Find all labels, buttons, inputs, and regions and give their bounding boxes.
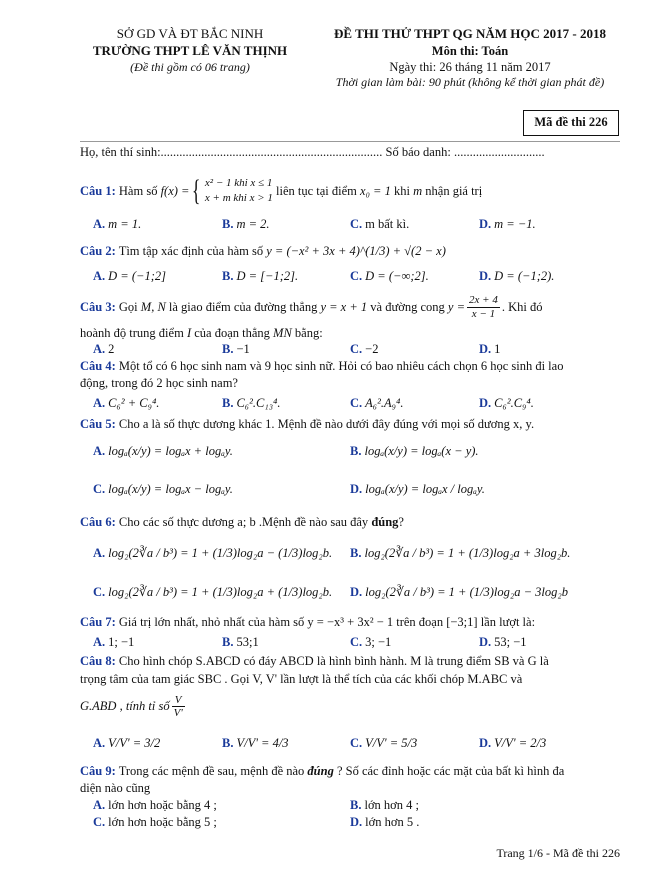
option-6a[interactable]: A. log₂(2∛a / b³) = 1 + (1/3)log₂a − (1/3)log₂b. xyxy=(93,546,333,560)
question-7: Câu 7: Giá trị lớn nhất, nhỏ nhất của hàm số y = −x³ + 3x² − 1 trên đoạn [−3;1] lần lượt là: xyxy=(80,615,536,629)
option-6b[interactable]: B. log₂(2∛a / b³) = 1 + (1/3)log₂a + 3log₂b. xyxy=(350,546,571,560)
option-2d[interactable]: D. D = (−1;2). xyxy=(479,269,555,283)
option-4b[interactable]: B. C₆².C₁₃⁴. xyxy=(222,396,281,410)
department-name: SỞ GD VÀ ĐT BẮC NINH xyxy=(116,26,264,41)
option-3a[interactable]: A. 2 xyxy=(93,342,115,356)
student-info-line: Họ, tên thí sinh:....................................................................... Số báo danh: ............................. xyxy=(80,145,545,159)
option-7a[interactable]: A. 1; −1 xyxy=(93,635,135,649)
page-footer: Trang 1/6 - Mã đề thi 226 xyxy=(496,846,620,860)
question-9-cont: diện nào cũng xyxy=(80,781,151,795)
question-3-cont: hoành độ trung điểm I của đoạn thẳng MN bằng: xyxy=(80,326,323,340)
question-1: Câu 1: Hàm số f(x) = { x² − 1 khi x ≤ 1 x + m khi x > 1 liên tục tại điểm x₀ = 1 khi m nhận giá trị xyxy=(80,174,483,207)
option-9d[interactable]: D. lớn hơn 5 . xyxy=(350,815,420,829)
option-9b[interactable]: B. lớn hơn 4 ; xyxy=(350,798,420,812)
option-6c[interactable]: C. log₂(2∛a / b³) = 1 + (1/3)log₂a + (1/3)log₂b. xyxy=(93,585,333,599)
option-4d[interactable]: D. C₆².C₉⁴. xyxy=(479,396,534,410)
question-3: Câu 3: Gọi M, N là giao điểm của đường thẳng y = x + 1 và đường cong y = $\frac{2x + 4}{x - 1}$ . Khi đó xyxy=(80,294,543,320)
option-4a[interactable]: A. C₆² + C₉⁴. xyxy=(93,396,160,410)
option-8b[interactable]: B. V/V' = 4/3 xyxy=(222,736,289,750)
exam-code-box: Mã đề thi 226 xyxy=(523,110,619,136)
option-2b[interactable]: B. D = [−1;2]. xyxy=(222,269,299,283)
question-8-cont-2: G.ABD , tính tỉ số $\frac{V}{V'}$ xyxy=(80,694,183,720)
option-9c[interactable]: C. lớn hơn hoặc bằng 5 ; xyxy=(93,815,217,829)
option-1c[interactable]: C. m bất kì. xyxy=(350,217,410,231)
question-2: Câu 2: Tìm tập xác định của hàm số y = (−x² + 3x + 4)^(1/3) + √(2 − x) xyxy=(80,244,446,258)
exam-header xyxy=(300,26,640,91)
question-4-cont: động, trong đó 2 học sinh nam? xyxy=(80,376,238,390)
option-1b[interactable]: B. m = 2. xyxy=(222,217,270,231)
option-9a[interactable]: A. lớn hơn hoặc bằng 4 ; xyxy=(93,798,217,812)
option-6d[interactable]: D. log₂(2∛a / b³) = 1 + (1/3)log₂a − 3log₂b xyxy=(350,585,568,599)
question-8-cont-1: trọng tâm của tam giác SBC . Gọi V, V' lần lượt là thể tích của các khối chóp M.ABC và xyxy=(80,672,523,686)
subject: Môn thi: Toán xyxy=(431,43,509,58)
exam-date: Ngày thi: 26 tháng 11 năm 2017 xyxy=(389,60,551,75)
option-5a[interactable]: A. logₐ(x/y) = logₐx + logₐy. xyxy=(93,444,233,458)
option-2c[interactable]: C. D = (−∞;2]. xyxy=(350,269,429,283)
option-1d[interactable]: D. m = −1. xyxy=(479,217,536,231)
option-2a[interactable]: A. D = (−1;2] xyxy=(93,269,166,283)
school-header xyxy=(60,26,320,75)
option-7b[interactable]: B. 53;1 xyxy=(222,635,259,649)
question-6: Câu 6: Cho các số thực dương a; b .Mệnh đề nào sau đây đúng? xyxy=(80,515,404,529)
option-5b[interactable]: B. logₐ(x/y) = logₐ(x − y). xyxy=(350,444,479,458)
exam-title: ĐỀ THI THỬ THPT QG NĂM HỌC 2017 - 2018 xyxy=(334,26,606,41)
question-4: Câu 4: Một tổ có 6 học sinh nam và 9 học sinh nữ. Hỏi có bao nhiêu cách chọn 6 học sinh đi lao xyxy=(80,359,564,373)
option-7c[interactable]: C. 3; −1 xyxy=(350,635,392,649)
option-8a[interactable]: A. V/V' = 3/2 xyxy=(93,736,161,750)
question-8: Câu 8: Cho hình chóp S.ABCD có đáy ABCD là hình bình hành. M là trung điểm SB và G là xyxy=(80,654,549,668)
option-5c[interactable]: C. logₐ(x/y) = logₐx − logₐy. xyxy=(93,482,233,496)
school-name: TRƯỜNG THPT LÊ VĂN THỊNH xyxy=(92,42,288,58)
option-3b[interactable]: B. −1 xyxy=(222,342,250,356)
question-9: Câu 9: Trong các mệnh đề sau, mệnh đề nào đúng ? Số các đỉnh hoặc các mặt của bất kì hình đa xyxy=(80,764,565,778)
page-count-note: (Đề thi gồm có 06 trang) xyxy=(130,59,250,74)
option-8c[interactable]: C. V/V' = 5/3 xyxy=(350,736,418,750)
question-5: Câu 5: Cho a là số thực dương khác 1. Mệnh đề nào dưới đây đúng với mọi số dương x, y. xyxy=(80,417,535,431)
option-4c[interactable]: C. A₆².A₉⁴. xyxy=(350,396,404,410)
option-7d[interactable]: D. 53; −1 xyxy=(479,635,527,649)
duration: Thời gian làm bài: 90 phút (không kể thời gian phát đề) xyxy=(335,75,605,90)
option-5d[interactable]: D. logₐ(x/y) = logₐx / logₐy. xyxy=(350,482,485,496)
option-3c[interactable]: C. −2 xyxy=(350,342,379,356)
option-1a[interactable]: A. m = 1. xyxy=(93,217,142,231)
option-8d[interactable]: D. V/V' = 2/3 xyxy=(479,736,547,750)
option-3d[interactable]: D. 1 xyxy=(479,342,501,356)
divider xyxy=(80,141,620,142)
